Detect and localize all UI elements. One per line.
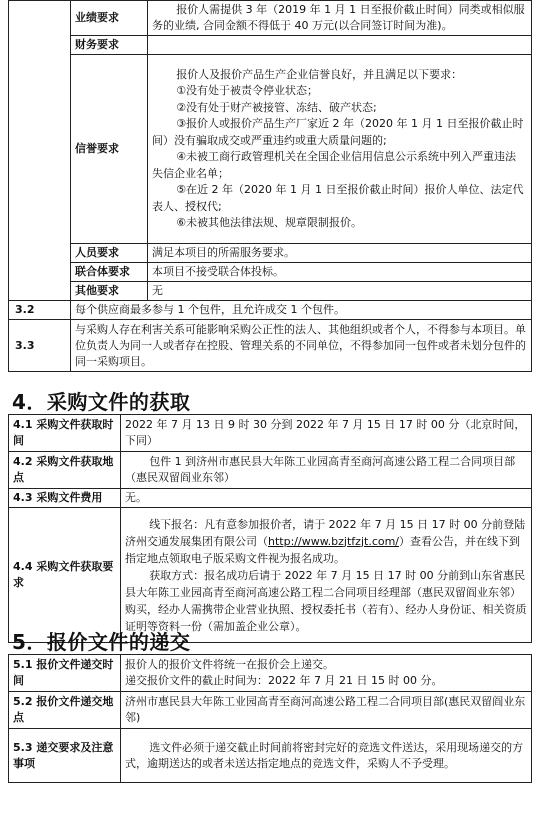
credit-label: 信誉要求 [71,55,148,244]
credit-line: ③报价人或报价产品生产厂家近 2 年（2020 年 1 月 1 日至报价截止时间）没有骗取成交或严重违约或重大质量问题的; [152,117,524,147]
row-3-2-content: 每个供应商最多参与 1 个包件，且允许成交 1 个包件。 [71,301,532,320]
row-number-3-2: 3.2 [9,301,71,320]
performance-content: 报价人需提供 3 年（2019 年 1 月 1 日至报价截止时间）同类或相似服务的业绩, 合同金额不得低于 40 万元(以合同签订时间为准)。 [148,1,532,36]
s4-content: 包件 1 到济州市惠民县大年陈工业园高青至商河高速公路工程二合同项目部（惠民双留阎业东邻） [121,452,532,489]
s5-content [121,655,532,692]
table-row [9,692,532,729]
other-content: 无 [148,282,532,301]
consortium-content: 本项目不接受联合体投标。 [148,263,532,282]
section-5-heading: 5．报价文件的递交 [12,630,191,654]
performance-label: 业绩要求 [71,1,148,36]
section-4-heading: 4．采购文件的获取 [12,390,191,414]
table-row [9,55,532,244]
s5-line: 报价人的报价文件将统一在报价会上递交。 [125,658,334,671]
row-3-3-content: 与采购人存在利害关系可能影响采购公正性的法人、其他组织或者个人，不得参与本项目。单位负责人为同一人或者存在控股、管理关系的不同单位，不得参加同一包件或者未划分包件的同一采购项目。 [71,320,532,372]
table-row [9,452,532,489]
s5-content: 选文件必须于递交截止时间前将密封完好的竞选文件送达，采用现场递交的方式，逾期送达的或者未送达指定地点的竞选文件，采购人不予受理。 [121,729,532,783]
table-row [9,263,532,282]
s4-text: 线下报名：凡有意参加报价者，请于 2022 年 7 月 15 日 17 时 00 分前登陆济州交通发展集团有限公司（ [125,517,526,548]
personnel-label: 人员要求 [71,244,148,263]
table-row [9,282,532,301]
s4-content [121,508,532,643]
table-row [9,489,532,508]
table-row [9,301,532,320]
credit-line: 报价人及报价产品生产企业信誉良好，并且满足以下要求： [176,67,463,81]
s4-text: ）查看公告，并在线下到指定地点领取电子版采购文件视为报名成功。 [125,534,521,565]
s4-label: 4.3 采购文件费用 [9,489,121,508]
blank-cell [9,1,71,301]
table-row [9,36,532,55]
requirements-table [8,0,532,372]
s4-label: 4.2 采购文件获取地点 [9,452,121,489]
row-number-3-3: 3.3 [9,320,71,372]
section-5-table [8,654,532,783]
credit-line: ①没有处于被责令停业状态； [176,84,319,97]
table-row [9,655,532,692]
section-4-table [8,414,532,643]
table-row [9,415,532,452]
s5-line: 递交报价文件的截止时间为：2022 年 7 月 21 日 15 时 00 分。 [125,674,443,687]
s4-content: 无。 [121,489,532,508]
s4-paragraph: 获取方式：报名成功后请于 2022 年 7 月 15 日 17 时 00 分前到山东省惠民县大年陈工业园高青至商河高速公路工程二合同项目经理部（惠民双留阎业东邻）购买，经办人需携带企业营业执照、授权委托书（若有）、经办人身份证、相关资质证明等资料一份（需加盖企业公章）。 [125,568,527,633]
s4-content: 2022 年 7 月 13 日 9 时 30 分到 2022 年 7 月 15 日 17 时 00 分（北京时间，下同） [121,415,532,452]
table-row [9,244,532,263]
consortium-label: 联合体要求 [71,263,148,282]
table-row [9,508,532,643]
s4-label: 4.4 采购文件获取要求 [9,508,121,643]
s4-paragraph [125,516,527,567]
credit-line: ④未被工商行政管理机关在全国企业信用信息公示系统中列入严重违法失信企业名单； [152,150,517,180]
personnel-content: 满足本项目的所需服务要求。 [148,244,532,263]
s5-label: 5.3 递交要求及注意事项 [9,729,121,783]
finance-content [148,36,532,55]
credit-line: ⑤在近 2 年（2020 年 1 月 1 日至报价截止时间）报价人单位、法定代表人、授权代; [152,183,524,213]
s5-content: 济州市惠民县大年陈工业园高青至商河高速公路工程二合同项目部(惠民双留阎业东邻) [121,692,532,729]
table-row [9,1,532,36]
table-row [9,729,532,783]
table-row [9,320,532,372]
finance-label: 财务要求 [71,36,148,55]
website-link[interactable]: http://www.bzjtfzjt.com/ [268,534,400,548]
s5-label: 5.2 报价文件递交地点 [9,692,121,729]
other-label: 其他要求 [71,282,148,301]
credit-line: ⑥未被其他法律法规、规章限制报价。 [176,216,363,229]
credit-content [148,55,532,244]
s5-label: 5.1 报价文件递交时间 [9,655,121,692]
credit-line: ②没有处于财产被接管、冻结、破产状态; [176,100,377,114]
s4-label: 4.1 采购文件获取时间 [9,415,121,452]
